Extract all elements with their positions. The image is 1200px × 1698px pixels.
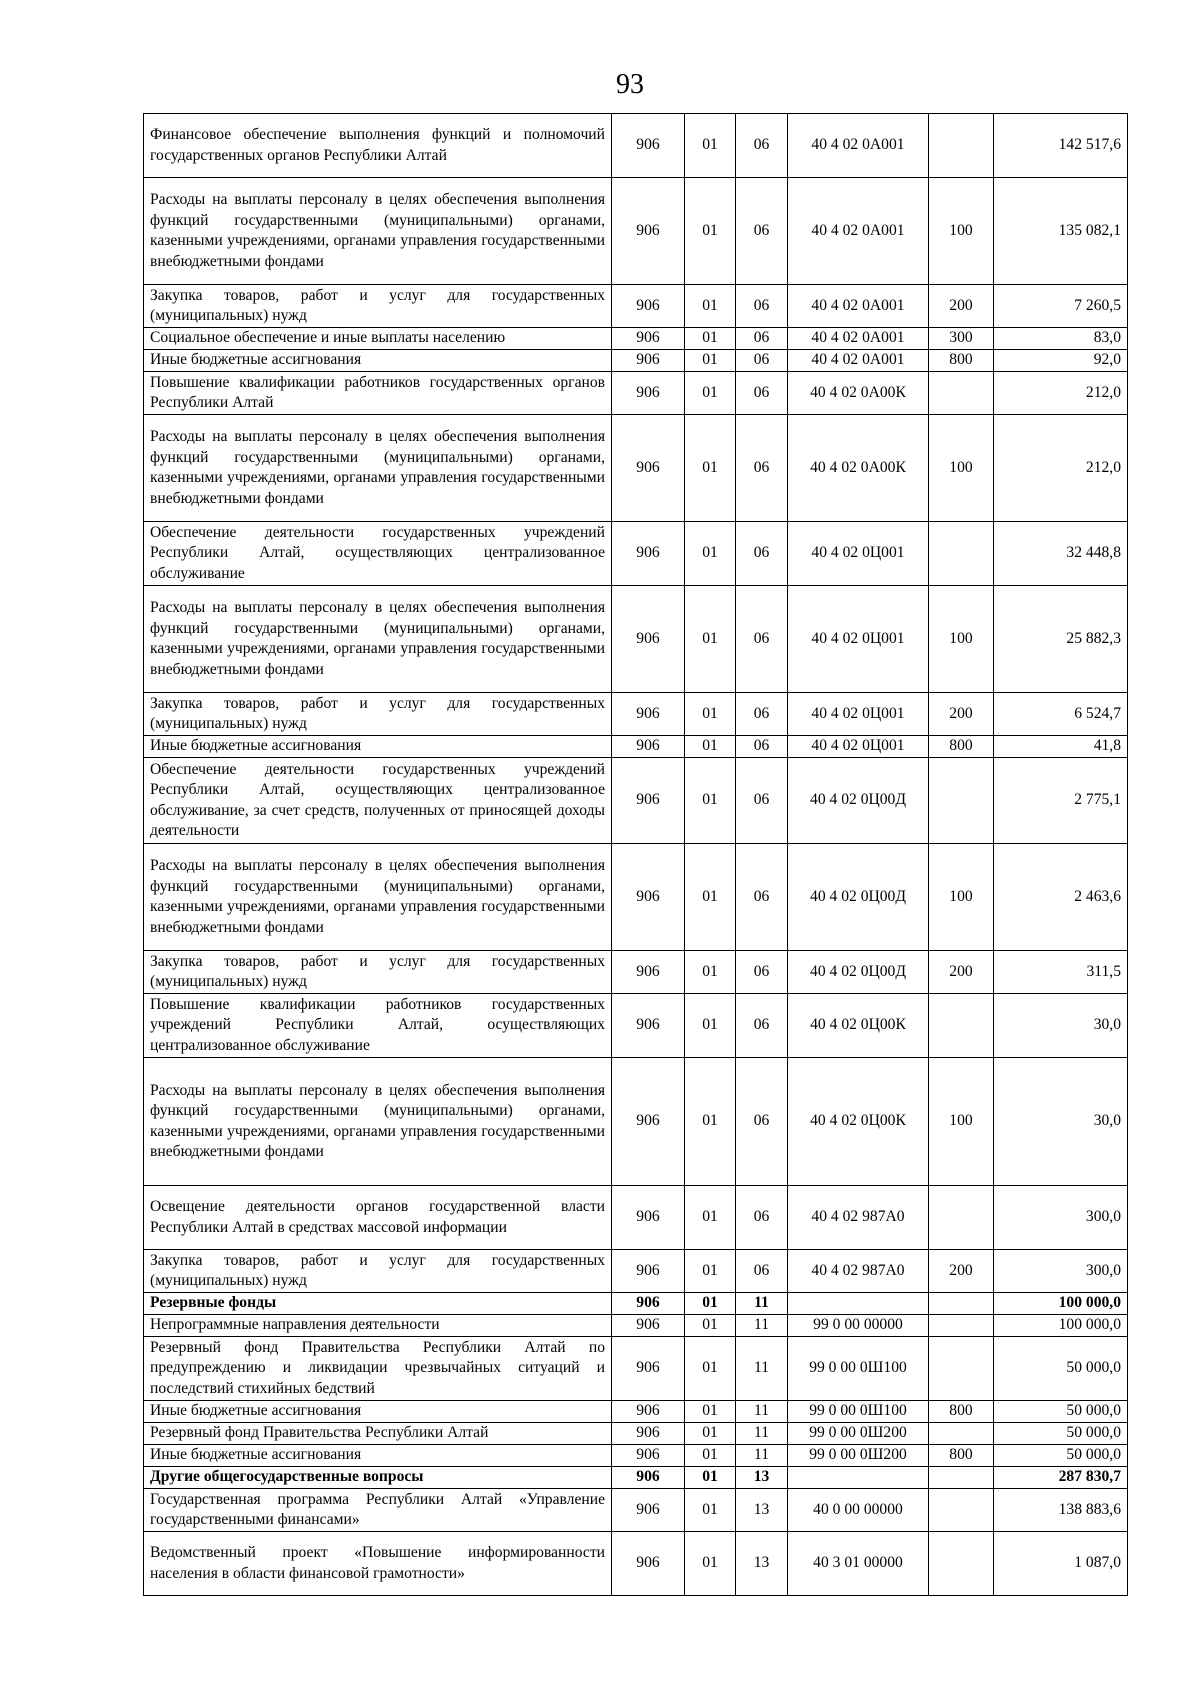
cell-ved: 906 <box>612 586 685 693</box>
cell-ved: 906 <box>612 328 685 350</box>
cell-csr <box>788 1467 929 1489</box>
cell-sum: 300,0 <box>994 1186 1128 1250</box>
cell-vr <box>929 758 994 844</box>
cell-rz: 01 <box>685 1423 736 1445</box>
cell-rz: 01 <box>685 693 736 736</box>
cell-ved: 906 <box>612 372 685 415</box>
cell-vr: 100 <box>929 178 994 285</box>
cell-sum: 100 000,0 <box>994 1293 1128 1315</box>
cell-name: Закупка товаров, работ и услуг для государственных (муниципальных) нужд <box>144 693 612 736</box>
cell-pr: 11 <box>736 1423 788 1445</box>
cell-vr: 200 <box>929 951 994 994</box>
cell-pr: 06 <box>736 586 788 693</box>
cell-csr: 40 4 02 0А001 <box>788 114 929 178</box>
cell-rz: 01 <box>685 1337 736 1401</box>
cell-pr: 06 <box>736 350 788 372</box>
budget-table <box>143 113 1128 1596</box>
cell-name: Иные бюджетные ассигнования <box>144 736 612 758</box>
cell-vr: 100 <box>929 586 994 693</box>
cell-sum: 100 000,0 <box>994 1315 1128 1337</box>
cell-pr: 06 <box>736 285 788 328</box>
cell-name: Обеспечение деятельности государственных учреждений Республики Алтай, осуществляющих централизованное обслуживание, за счет средств, полученных от приносящей доходы деятельности <box>144 758 612 844</box>
table-row <box>144 415 1128 522</box>
cell-vr <box>929 1423 994 1445</box>
cell-vr <box>929 114 994 178</box>
cell-ved: 906 <box>612 1058 685 1186</box>
cell-pr: 06 <box>736 372 788 415</box>
cell-csr: 40 4 02 0Ц001 <box>788 736 929 758</box>
table-row <box>144 994 1128 1058</box>
cell-rz: 01 <box>685 285 736 328</box>
cell-vr: 800 <box>929 350 994 372</box>
cell-csr: 40 4 02 0Ц001 <box>788 586 929 693</box>
table-body <box>144 114 1128 1596</box>
cell-ved: 906 <box>612 114 685 178</box>
cell-pr: 06 <box>736 1058 788 1186</box>
cell-name: Закупка товаров, работ и услуг для государственных (муниципальных) нужд <box>144 1250 612 1293</box>
cell-csr: 40 4 02 987А0 <box>788 1186 929 1250</box>
table-row <box>144 372 1128 415</box>
cell-ved: 906 <box>612 1532 685 1596</box>
cell-csr: 40 4 02 0А001 <box>788 178 929 285</box>
cell-ved: 906 <box>612 1337 685 1401</box>
cell-ved: 906 <box>612 1250 685 1293</box>
cell-pr: 13 <box>736 1532 788 1596</box>
cell-pr: 11 <box>736 1293 788 1315</box>
cell-name: Повышение квалификации работников государственных учреждений Республики Алтай, осуществляющих централизованное обслуживание <box>144 994 612 1058</box>
cell-ved: 906 <box>612 693 685 736</box>
cell-rz: 01 <box>685 758 736 844</box>
cell-rz: 01 <box>685 350 736 372</box>
cell-sum: 41,8 <box>994 736 1128 758</box>
cell-rz: 01 <box>685 1532 736 1596</box>
cell-ved: 906 <box>612 415 685 522</box>
cell-sum: 135 082,1 <box>994 178 1128 285</box>
cell-sum: 287 830,7 <box>994 1467 1128 1489</box>
cell-name: Ведомственный проект «Повышение информированности населения в области финансовой грамотности» <box>144 1532 612 1596</box>
cell-rz: 01 <box>685 1293 736 1315</box>
cell-rz: 01 <box>685 1250 736 1293</box>
cell-vr <box>929 1467 994 1489</box>
cell-csr: 40 4 02 0Ц00Д <box>788 758 929 844</box>
cell-rz: 01 <box>685 1445 736 1467</box>
cell-sum: 25 882,3 <box>994 586 1128 693</box>
cell-pr: 11 <box>736 1401 788 1423</box>
cell-csr: 99 0 00 0Ш100 <box>788 1337 929 1401</box>
cell-vr <box>929 1337 994 1401</box>
cell-rz: 01 <box>685 1315 736 1337</box>
cell-ved: 906 <box>612 178 685 285</box>
cell-vr <box>929 994 994 1058</box>
table-row <box>144 693 1128 736</box>
cell-pr: 06 <box>736 844 788 951</box>
cell-name: Финансовое обеспечение выполнения функций и полномочий государственных органов Республики Алтай <box>144 114 612 178</box>
cell-sum: 2 775,1 <box>994 758 1128 844</box>
cell-csr: 40 4 02 0Ц00К <box>788 1058 929 1186</box>
cell-csr: 40 4 02 0А001 <box>788 350 929 372</box>
cell-csr: 99 0 00 0Ш200 <box>788 1445 929 1467</box>
cell-rz: 01 <box>685 1186 736 1250</box>
cell-name: Иные бюджетные ассигнования <box>144 350 612 372</box>
table-row <box>144 1186 1128 1250</box>
cell-sum: 1 087,0 <box>994 1532 1128 1596</box>
cell-pr: 06 <box>736 1250 788 1293</box>
cell-rz: 01 <box>685 994 736 1058</box>
cell-rz: 01 <box>685 114 736 178</box>
cell-name: Повышение квалификации работников государственных органов Республики Алтай <box>144 372 612 415</box>
cell-name: Расходы на выплаты персоналу в целях обеспечения выполнения функций государственными (муниципальными) органами, казенными учреждениями, органами управления государственными внебюджетными фондами <box>144 586 612 693</box>
table-row <box>144 1401 1128 1423</box>
table-row <box>144 1489 1128 1532</box>
cell-ved: 906 <box>612 1489 685 1532</box>
cell-rz: 01 <box>685 328 736 350</box>
cell-csr: 40 4 02 0А00К <box>788 372 929 415</box>
cell-sum: 7 260,5 <box>994 285 1128 328</box>
table-row <box>144 1445 1128 1467</box>
cell-pr: 11 <box>736 1337 788 1401</box>
cell-name: Резервный фонд Правительства Республики Алтай <box>144 1423 612 1445</box>
cell-name: Расходы на выплаты персоналу в целях обеспечения выполнения функций государственными (муниципальными) органами, казенными учреждениями, органами управления государственными внебюджетными фондами <box>144 178 612 285</box>
cell-name: Расходы на выплаты персоналу в целях обеспечения выполнения функций государственными (муниципальными) органами, казенными учреждениями, органами управления государственными внебюджетными фондами <box>144 844 612 951</box>
table-row <box>144 350 1128 372</box>
cell-vr: 800 <box>929 736 994 758</box>
cell-csr: 40 4 02 0А001 <box>788 328 929 350</box>
cell-csr: 40 4 02 0Ц001 <box>788 693 929 736</box>
page-number: 93 <box>616 69 644 100</box>
cell-sum: 2 463,6 <box>994 844 1128 951</box>
cell-rz: 01 <box>685 1467 736 1489</box>
cell-vr: 100 <box>929 415 994 522</box>
cell-csr: 40 3 01 00000 <box>788 1532 929 1596</box>
table-row <box>144 951 1128 994</box>
cell-csr: 40 4 02 0Ц00Д <box>788 844 929 951</box>
cell-pr: 06 <box>736 178 788 285</box>
cell-pr: 06 <box>736 1186 788 1250</box>
cell-ved: 906 <box>612 1401 685 1423</box>
cell-pr: 06 <box>736 693 788 736</box>
cell-sum: 142 517,6 <box>994 114 1128 178</box>
cell-csr: 40 4 02 0А001 <box>788 285 929 328</box>
table-row <box>144 1058 1128 1186</box>
cell-sum: 212,0 <box>994 372 1128 415</box>
cell-vr: 200 <box>929 693 994 736</box>
cell-name: Закупка товаров, работ и услуг для государственных (муниципальных) нужд <box>144 951 612 994</box>
cell-pr: 06 <box>736 522 788 586</box>
table-row <box>144 285 1128 328</box>
cell-sum: 6 524,7 <box>994 693 1128 736</box>
cell-csr: 40 4 02 0Ц00К <box>788 994 929 1058</box>
cell-sum: 32 448,8 <box>994 522 1128 586</box>
cell-ved: 906 <box>612 951 685 994</box>
table-row <box>144 1423 1128 1445</box>
cell-vr <box>929 522 994 586</box>
cell-ved: 906 <box>612 1467 685 1489</box>
cell-sum: 83,0 <box>994 328 1128 350</box>
cell-name: Государственная программа Республики Алтай «Управление государственными финансами» <box>144 1489 612 1532</box>
cell-rz: 01 <box>685 1489 736 1532</box>
cell-sum: 300,0 <box>994 1250 1128 1293</box>
cell-csr: 40 4 02 0А00К <box>788 415 929 522</box>
cell-ved: 906 <box>612 994 685 1058</box>
cell-vr <box>929 1293 994 1315</box>
cell-vr <box>929 1315 994 1337</box>
cell-name: Резервные фонды <box>144 1293 612 1315</box>
cell-pr: 06 <box>736 114 788 178</box>
cell-pr: 06 <box>736 994 788 1058</box>
cell-rz: 01 <box>685 1401 736 1423</box>
table-row <box>144 758 1128 844</box>
cell-name: Расходы на выплаты персоналу в целях обеспечения выполнения функций государственными (муниципальными) органами, казенными учреждениями, органами управления государственными внебюджетными фондами <box>144 415 612 522</box>
cell-pr: 13 <box>736 1467 788 1489</box>
cell-pr: 11 <box>736 1315 788 1337</box>
table-row <box>144 1467 1128 1489</box>
table-row <box>144 1293 1128 1315</box>
cell-name: Другие общегосударственные вопросы <box>144 1467 612 1489</box>
cell-ved: 906 <box>612 1445 685 1467</box>
cell-vr: 800 <box>929 1401 994 1423</box>
cell-rz: 01 <box>685 522 736 586</box>
table-row <box>144 736 1128 758</box>
cell-name: Иные бюджетные ассигнования <box>144 1445 612 1467</box>
cell-ved: 906 <box>612 758 685 844</box>
table-row <box>144 1250 1128 1293</box>
cell-ved: 906 <box>612 1315 685 1337</box>
cell-rz: 01 <box>685 415 736 522</box>
cell-pr: 06 <box>736 328 788 350</box>
cell-ved: 906 <box>612 285 685 328</box>
table-row <box>144 1315 1128 1337</box>
cell-vr <box>929 372 994 415</box>
cell-name: Иные бюджетные ассигнования <box>144 1401 612 1423</box>
cell-vr <box>929 1186 994 1250</box>
cell-ved: 906 <box>612 736 685 758</box>
cell-vr: 200 <box>929 1250 994 1293</box>
cell-name: Расходы на выплаты персоналу в целях обеспечения выполнения функций государственными (муниципальными) органами, казенными учреждениями, органами управления государственными внебюджетными фондами <box>144 1058 612 1186</box>
cell-csr: 40 0 00 00000 <box>788 1489 929 1532</box>
table-row <box>144 114 1128 178</box>
cell-csr: 99 0 00 00000 <box>788 1315 929 1337</box>
cell-vr: 100 <box>929 844 994 951</box>
cell-vr: 100 <box>929 1058 994 1186</box>
cell-vr <box>929 1532 994 1596</box>
cell-csr: 40 4 02 0Ц00Д <box>788 951 929 994</box>
cell-sum: 50 000,0 <box>994 1445 1128 1467</box>
cell-ved: 906 <box>612 1423 685 1445</box>
table-row <box>144 1532 1128 1596</box>
table-row <box>144 586 1128 693</box>
table-row <box>144 1337 1128 1401</box>
cell-pr: 06 <box>736 758 788 844</box>
cell-pr: 06 <box>736 736 788 758</box>
cell-pr: 06 <box>736 951 788 994</box>
table-row <box>144 328 1128 350</box>
cell-ved: 906 <box>612 350 685 372</box>
cell-sum: 30,0 <box>994 1058 1128 1186</box>
cell-csr <box>788 1293 929 1315</box>
cell-csr: 99 0 00 0Ш200 <box>788 1423 929 1445</box>
cell-ved: 906 <box>612 844 685 951</box>
cell-name: Социальное обеспечение и иные выплаты населению <box>144 328 612 350</box>
cell-rz: 01 <box>685 178 736 285</box>
cell-sum: 212,0 <box>994 415 1128 522</box>
cell-name: Закупка товаров, работ и услуг для государственных (муниципальных) нужд <box>144 285 612 328</box>
cell-ved: 906 <box>612 1293 685 1315</box>
cell-sum: 311,5 <box>994 951 1128 994</box>
cell-sum: 92,0 <box>994 350 1128 372</box>
cell-vr: 300 <box>929 328 994 350</box>
cell-name: Освещение деятельности органов государственной власти Республики Алтай в средствах массовой информации <box>144 1186 612 1250</box>
cell-vr <box>929 1489 994 1532</box>
cell-ved: 906 <box>612 522 685 586</box>
table-row <box>144 522 1128 586</box>
cell-csr: 40 4 02 0Ц001 <box>788 522 929 586</box>
cell-name: Обеспечение деятельности государственных учреждений Республики Алтай, осуществляющих централизованное обслуживание <box>144 522 612 586</box>
table-row <box>144 178 1128 285</box>
cell-sum: 50 000,0 <box>994 1423 1128 1445</box>
cell-sum: 30,0 <box>994 994 1128 1058</box>
cell-sum: 50 000,0 <box>994 1401 1128 1423</box>
cell-name: Резервный фонд Правительства Республики Алтай по предупреждению и ликвидации чрезвычайных ситуаций и последствий стихийных бедствий <box>144 1337 612 1401</box>
cell-pr: 13 <box>736 1489 788 1532</box>
cell-csr: 40 4 02 987А0 <box>788 1250 929 1293</box>
cell-rz: 01 <box>685 1058 736 1186</box>
cell-sum: 50 000,0 <box>994 1337 1128 1401</box>
cell-rz: 01 <box>685 586 736 693</box>
cell-rz: 01 <box>685 372 736 415</box>
cell-sum: 138 883,6 <box>994 1489 1128 1532</box>
cell-rz: 01 <box>685 844 736 951</box>
cell-rz: 01 <box>685 736 736 758</box>
table-row <box>144 844 1128 951</box>
cell-rz: 01 <box>685 951 736 994</box>
cell-pr: 11 <box>736 1445 788 1467</box>
cell-vr: 200 <box>929 285 994 328</box>
cell-pr: 06 <box>736 415 788 522</box>
cell-vr: 800 <box>929 1445 994 1467</box>
cell-ved: 906 <box>612 1186 685 1250</box>
cell-csr: 99 0 00 0Ш100 <box>788 1401 929 1423</box>
cell-name: Непрограммные направления деятельности <box>144 1315 612 1337</box>
